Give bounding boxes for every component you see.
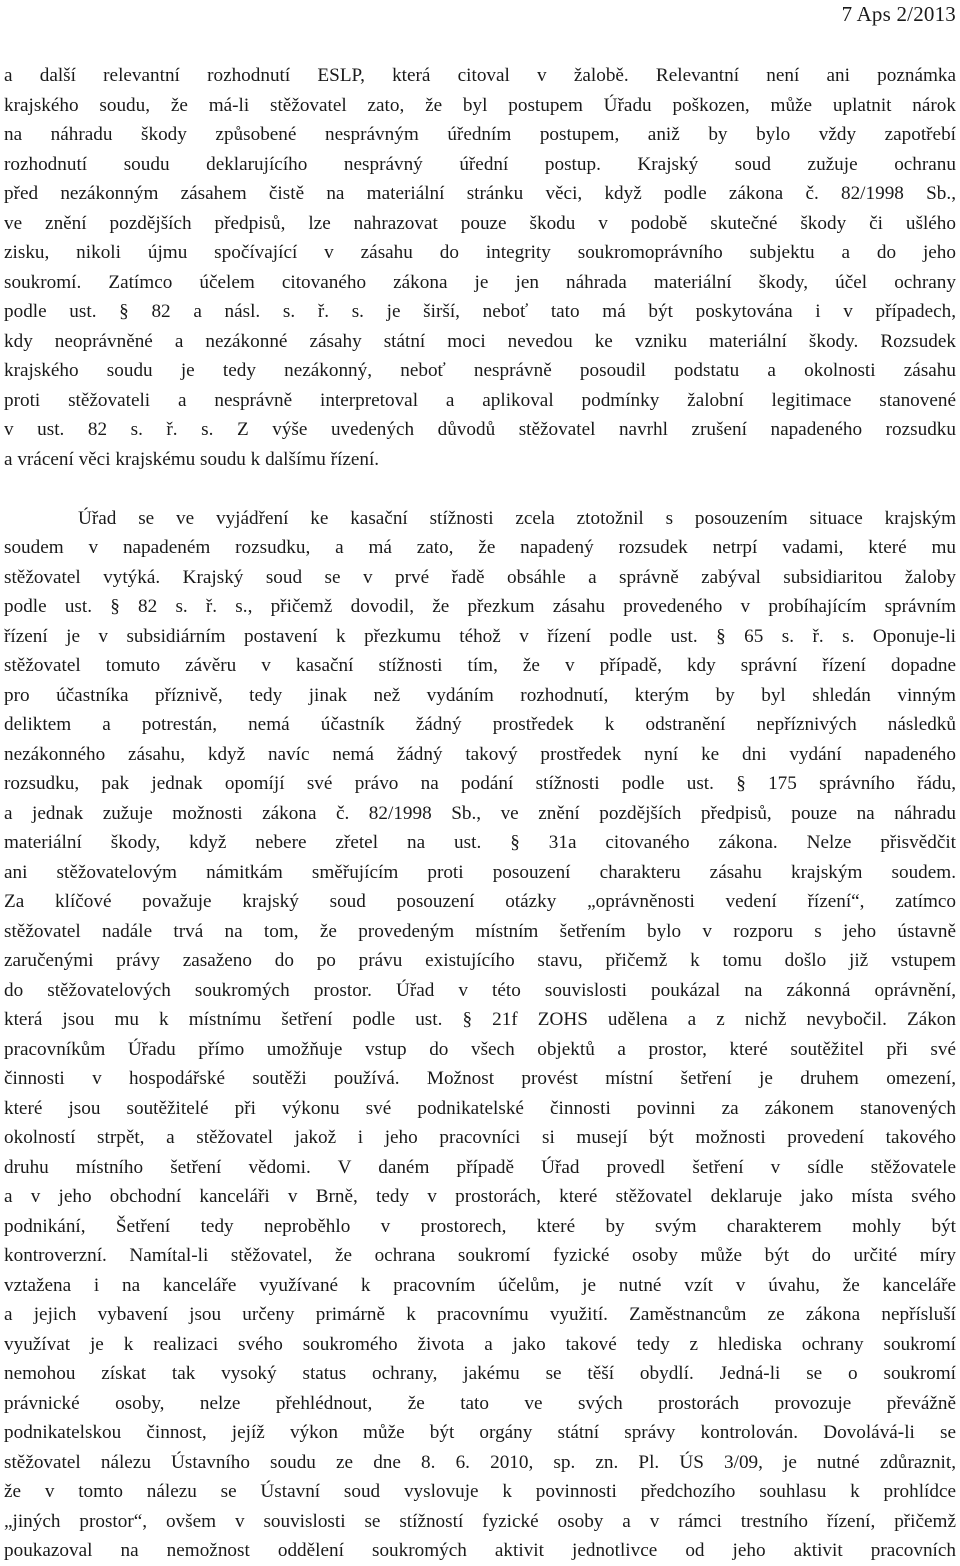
text-line: „jiných prostor“, ovšem v souvislosti se stížností fyzické osoby a v rámci trestního řízení, přičemž [4, 1510, 956, 1532]
text-line: krajského soudu je tedy nezákonný, neboť nesprávně posoudil podstatu a okolnosti zásahu [4, 360, 956, 381]
text-line: podnikání, Šetření tedy neproběhlo v prostorech, které by svým charakterem mohly být [4, 1215, 956, 1237]
text-line: a další relevantní rozhodnutí ESLP, která citoval v žalobě. Relevantní není ani poznámka [4, 65, 956, 86]
paragraph [4, 61, 956, 474]
text-line: kontroverzní. Namítal-li stěžovatel, že ochrana soukromí fyzické osoby může být do určité míry [4, 1245, 956, 1266]
text-line: poukazoval na nemožnost oddělení soukromých aktivit jednotlivce od jeho aktivit pracovních [4, 1540, 956, 1561]
text-line: kdy neoprávněné a nezákonné zásahy státní moci nevedou ke vzniku materiální škody. Rozsudek [4, 330, 956, 352]
text-line: druhu místního šetření vědomi. V daném případě Úřad provedl šetření v sídle stěžovatele [4, 1156, 956, 1178]
text-line: do stěžovatelových soukromých prostor. Úřad v této souvislosti poukázal na zákonná oprávnění, [4, 979, 956, 1001]
document-body [4, 61, 956, 1566]
text-line: podle ust. § 82 s. ř. s., přičemž dovodil, že přezkum zásahu provedeného v probíhajícím správním [4, 596, 956, 617]
text-line: krajského soudu, že má-li stěžovatel zato, že byl postupem Úřadu poškozen, může uplatnit nárok [4, 94, 956, 116]
text-line: v ust. 82 s. ř. s. Z výše uvedených důvodů stěžovatel navrhl zrušení napadeného rozsudku [4, 419, 956, 440]
text-line: které jsou soutěžitelé při výkonu své podnikatelské činnosti povinni za zákonem stanovených [4, 1097, 956, 1119]
text-line: rozsudku, pak jednak opomíjí své právo na podání stížnosti podle ust. § 175 správního řádu, [4, 773, 956, 794]
paragraph [4, 504, 956, 1566]
text-line: právnické osoby, nelze přehlédnout, že tato ve svých prostorách provozuje převážně [4, 1392, 956, 1414]
text-line: že v tomto nálezu se Ústavní soud vyslovuje k povinnosti předchozího souhlasu k prohlídce [4, 1481, 956, 1502]
text-line: využívat je k realizaci svého soukromého života a jako takové tedy z hlediska ochrany soukromí [4, 1333, 956, 1355]
text-line: podnikatelskou činnost, jejíž výkon může být orgány státní správy kontrolován. Dovolává-li se [4, 1422, 956, 1443]
text-line: ani stěžovatelovým námitkám směřujícím proti posouzení charakteru zásahu krajským soudem. [4, 861, 956, 883]
text-line: stěžovatel tomuto závěru v kasační stížnosti tím, že v případě, kdy správní řízení dopadne [4, 655, 956, 676]
text-line: která jsou mu k místnímu šetření podle ust. § 21f ZOHS udělena a z nichž nevybočil. Zákon [4, 1009, 956, 1030]
text-line: a vrácení věci krajskému soudu k dalšímu řízení. [4, 448, 380, 470]
text-line: pro účastníka příznivě, tedy jinak než vydáním rozhodnutí, kterým by byl shledán vinným [4, 684, 956, 706]
text-line: zisku, nikoli újmu spočívající v zásahu do integrity soukromoprávního subjektu a do jeho [4, 242, 956, 263]
text-line: stěžovatel nadále trvá na tom, že provedeným místním šetřením bylo v rozporu s jeho ústavně [4, 920, 956, 942]
text-line: vztažena i na kanceláře využívané k pracovním účelům, je nutné vzít v úvahu, že kanceláře [4, 1274, 956, 1296]
text-line: Úřad se ve vyjádření ke kasační stížnosti zcela ztotožnil s posouzením situace krajským [78, 507, 956, 529]
text-line: rozhodnutí soudu deklarujícího nesprávný úřední postup. Krajský soud zužuje ochranu [4, 153, 956, 175]
text-line: nezákonného zásahu, když navíc nemá žádný takový prostředek nyní ke dni vydání napadeného [4, 743, 956, 765]
text-line: a jejich vybavení jsou určeny primárně k pracovnímu využití. Zaměstnancům ze zákona nepřísluší [4, 1304, 956, 1325]
text-line: proti stěžovateli a nesprávně interpretoval a aplikoval podmínky žalobní legitimace stanovené [4, 389, 956, 411]
text-line: soudem v napadeném rozsudku, a má zato, že napadený rozsudek netrpí vadami, které mu [4, 537, 956, 558]
text-line: deliktem a potrestán, nemá účastník žádný prostředek k odstranění nepříznivých následků [4, 714, 956, 735]
text-line: a v jeho obchodní kanceláři v Brně, tedy v prostorách, které stěžovatel deklaruje jako místa svého [4, 1186, 956, 1207]
text-line: okolností strpět, a stěžovatel jakož i jeho pracovníci si musejí být možnosti provedení takového [4, 1127, 956, 1148]
text-line: před nezákonným zásahem čistě na materiální stránku věci, když podle zákona č. 82/1998 Sb., [4, 183, 956, 204]
text-line: stěžovatel nálezu Ústavního soudu ze dne 8. 6. 2010, sp. zn. Pl. ÚS 3/09, je nutné zdůraznit, [4, 1451, 956, 1473]
case-reference: 7 Aps 2/2013 [841, 2, 956, 26]
text-line: nemohou získat tak vysoký status ochrany, jakému se těší obydlí. Jedná-li se o soukromí [4, 1363, 956, 1384]
text-line: podle ust. § 82 a násl. s. ř. s. je širší, neboť tato má být poskytována i v případech, [4, 301, 956, 322]
paragraph-spacer [4, 474, 956, 504]
text-line: Za klíčové považuje krajský soud posouzení otázky „oprávněnosti vedení řízení“, zatímco [4, 891, 956, 912]
text-line: pracovníkům Úřadu přímo umožňuje vstup do všech objektů a prostor, které soutěžitel při své [4, 1038, 956, 1060]
text-line: stěžovatel vytýká. Krajský soud se v prvé řadě obsáhle a správně zabýval subsidiaritou žaloby [4, 566, 956, 588]
text-line: ve znění pozdějších předpisů, lze nahrazovat pouze škodu v podobě skutečné škody či ušlého [4, 212, 956, 234]
text-line: zaručenými právy zasaženo do po právu existujícího stavu, přičemž k tomu došlo již vstupem [4, 950, 956, 971]
text-line: činnosti v hospodářské soutěži používá. Možnost provést místní šetření je druhem omezení, [4, 1068, 956, 1089]
text-line: na náhradu škody způsobené nesprávným úředním postupem, aniž by bylo vždy zapotřebí [4, 124, 956, 145]
text-line: materiální škody, když nebere zřetel na ust. § 31a citovaného zákona. Nelze přisvědčit [4, 832, 956, 853]
text-line: řízení je v subsidiárním postavení k přezkumu téhož v řízení podle ust. § 65 s. ř. s. Oponuje-li [4, 625, 956, 647]
text-line: soukromí. Zatímco účelem citovaného zákona je jen náhrada materiální škody, účel ochrany [4, 271, 956, 293]
text-line: a jednak zužuje možnosti zákona č. 82/1998 Sb., ve znění pozdějších předpisů, pouze na náhradu [4, 802, 956, 824]
